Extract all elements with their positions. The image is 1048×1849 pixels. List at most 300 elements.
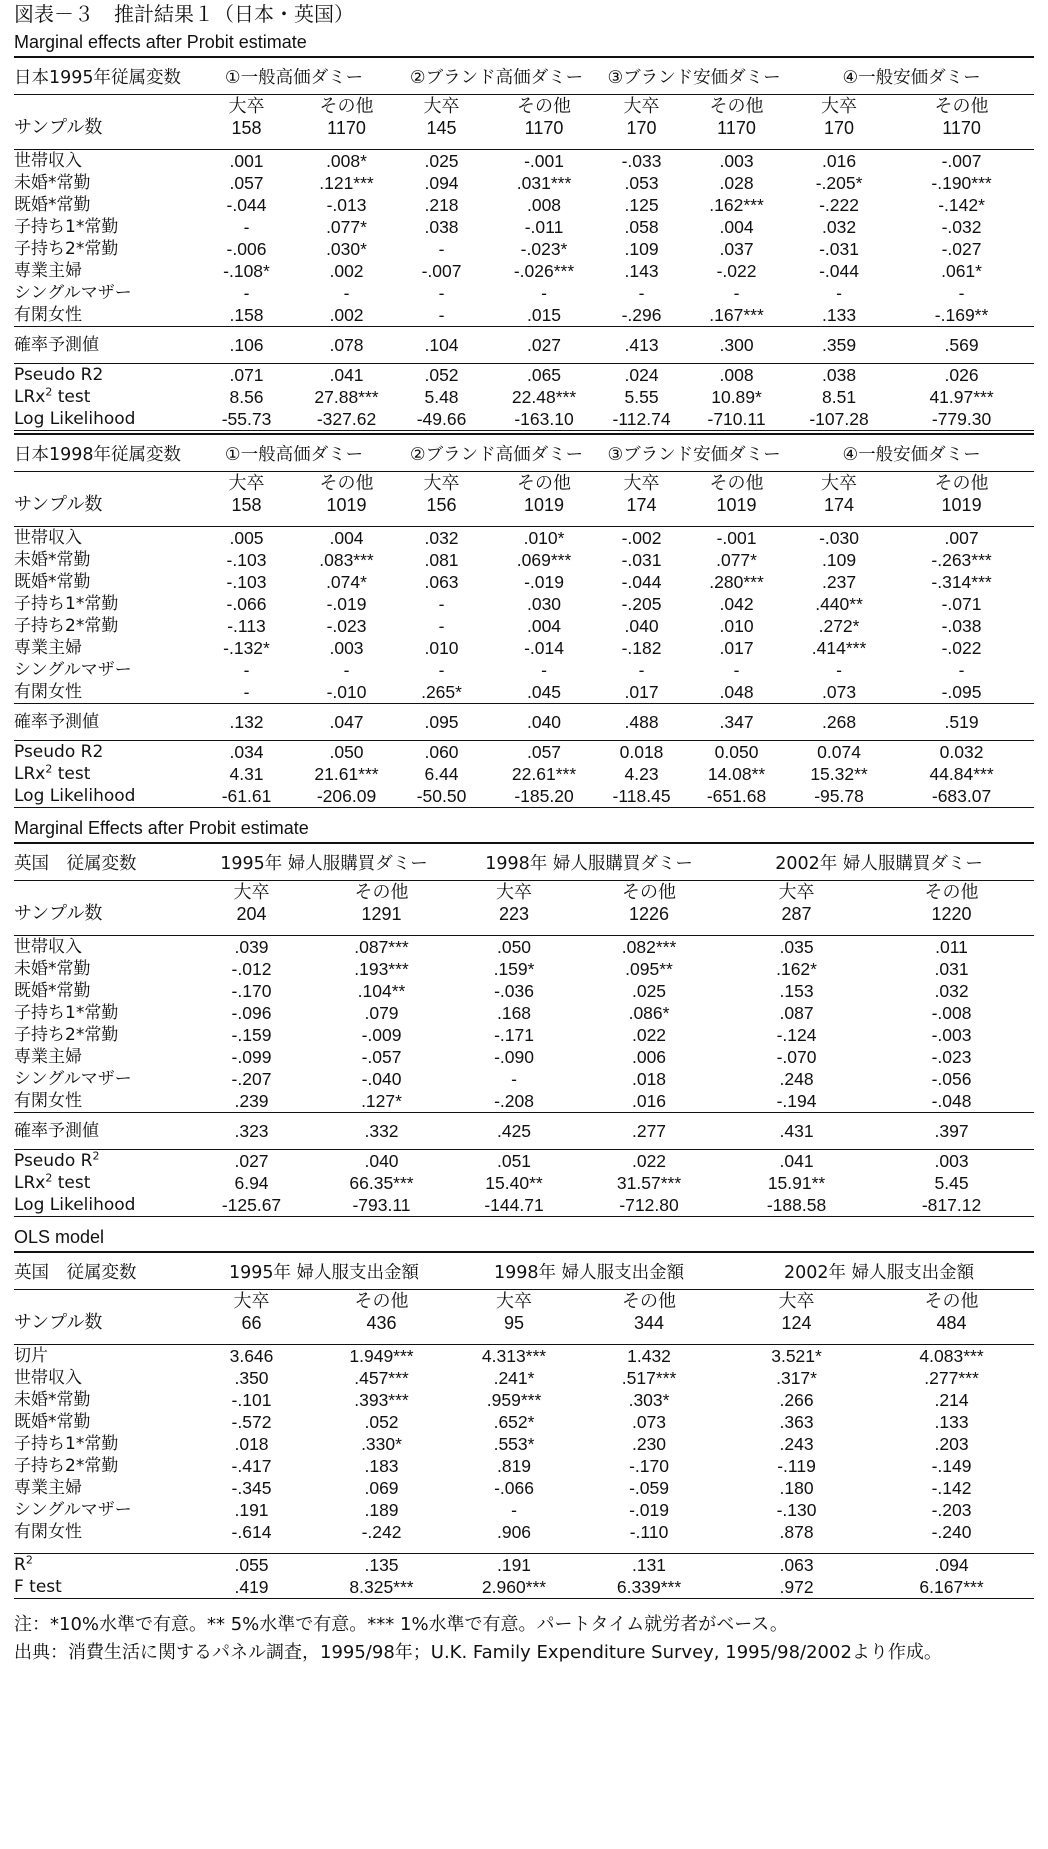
stat-cell: .027: [234, 1151, 269, 1171]
coefficient-cell: .030: [526, 594, 562, 614]
coefficient-cell: .266: [779, 1390, 814, 1410]
group-header: 1998年 婦人服支出金額: [493, 1262, 685, 1283]
coefficient-cell: -: [511, 1069, 517, 1089]
stat-cell: -49.66: [416, 409, 467, 429]
coefficient-cell: .006: [631, 1047, 667, 1067]
stat-cell: 6.94: [234, 1173, 269, 1193]
sample-size: 1170: [942, 118, 981, 138]
sample-size: 223: [498, 904, 530, 924]
coefficient-cell: -.007: [421, 261, 462, 281]
coefficient-cell: -.170: [629, 1456, 669, 1476]
variable-label: 専業主婦: [14, 261, 82, 281]
coefficient-cell: -.314***: [931, 572, 992, 592]
coefficient-cell: -.208: [494, 1091, 534, 1111]
prediction-cell: .413: [624, 335, 659, 355]
prediction-cell: .078: [329, 335, 364, 355]
sample-size: 170: [626, 118, 657, 138]
group-header: ②ブランド高価ダミー: [409, 67, 584, 88]
coefficient-cell: .168: [496, 1003, 532, 1023]
coefficient-cell: .079: [364, 1003, 399, 1023]
variable-label: シングルマザー: [14, 1500, 132, 1520]
coefficient-cell: -.044: [226, 195, 267, 215]
subgroup-header: 大卒: [778, 882, 815, 902]
stat-cell: 22.61***: [511, 764, 577, 784]
coefficient-cell: -: [836, 660, 842, 680]
coefficient-cell: .018: [631, 1069, 667, 1089]
coefficient-cell: .052: [364, 1412, 399, 1432]
coefficient-cell: -.614: [231, 1522, 272, 1542]
coefficient-cell: -.023: [931, 1047, 972, 1067]
coefficient-cell: .048: [719, 682, 754, 702]
variable-label: 子持ち2*常勤: [14, 616, 119, 636]
coefficient-cell: .243: [779, 1434, 814, 1454]
coefficient-cell: -.038: [941, 616, 982, 636]
stat-label: [14, 763, 194, 785]
coefficient-cell: -.019: [629, 1500, 669, 1520]
stat-cell: .135: [364, 1555, 399, 1575]
coefficient-cell: .058: [624, 217, 659, 237]
stat-cell: 10.89*: [711, 387, 762, 407]
coefficient-cell: -.207: [231, 1069, 272, 1089]
prediction-cell: .277: [631, 1121, 667, 1141]
stat-label-text: LRx: [14, 1173, 46, 1193]
coefficient-cell: -.263***: [931, 550, 992, 570]
variable-label: 既婚*常勤: [14, 981, 91, 1001]
coefficient-cell: -.010: [326, 682, 367, 702]
table-row: [14, 1090, 1034, 1113]
coefficient-cell: .002: [329, 305, 364, 325]
sample-size: 287: [781, 904, 812, 924]
subgroup-header: 大卒: [496, 882, 533, 902]
coefficient-cell: .133: [822, 305, 857, 325]
stat-cell: .041: [329, 365, 364, 385]
subgroup-header: その他: [709, 96, 764, 116]
stat-cell: .040: [364, 1151, 399, 1171]
coefficient-cell: .035: [779, 937, 814, 957]
stat-cell: 0.074: [817, 742, 861, 762]
coefficient-cell: -.070: [776, 1047, 817, 1067]
coefficient-cell: .183: [364, 1456, 399, 1476]
coefficient-cell: -.032: [941, 217, 982, 237]
stat-label: [14, 364, 194, 387]
sample-size: 1226: [629, 904, 670, 924]
coefficient-cell: .001: [229, 151, 264, 171]
coefficient-cell: -.194: [776, 1091, 817, 1111]
table-row: [14, 172, 1034, 194]
stat-cell: 8.325***: [349, 1577, 414, 1597]
coefficient-cell: -.030: [819, 528, 859, 548]
stat-cell: 66.35***: [349, 1173, 414, 1193]
table-row: [14, 216, 1034, 238]
coefficient-cell: -.190***: [931, 173, 992, 193]
coefficient-cell: -.205*: [815, 173, 863, 193]
coefficient-cell: -: [958, 660, 965, 680]
stat-label: [14, 408, 194, 431]
coefficient-cell: .004: [329, 528, 364, 548]
sample-size: 124: [781, 1313, 812, 1333]
coefficient-cell: .016: [822, 151, 857, 171]
stat-row: [14, 1576, 1034, 1599]
subgroup-header: その他: [934, 473, 989, 493]
stat-label-text: Pseudo R2: [14, 365, 104, 385]
coefficient-cell: .317*: [776, 1368, 817, 1388]
coefficient-cell: -.002: [621, 528, 662, 548]
stat-cell: -327.62: [316, 409, 377, 429]
stat-cell: -107.28: [809, 409, 869, 429]
stat-row: [14, 386, 1034, 408]
stat-row: [14, 785, 1034, 808]
coefficient-cell: -.090: [494, 1047, 534, 1067]
coefficient-cell: -.096: [231, 1003, 272, 1023]
coefficient-cell: -: [243, 682, 250, 702]
coefficient-cell: -.132*: [223, 638, 270, 658]
stat-label-text: LRx: [14, 764, 46, 784]
table-row: [14, 238, 1034, 260]
prediction-cell: .300: [719, 335, 754, 355]
stat-cell: 0.050: [714, 742, 759, 762]
coefficient-cell: .214: [934, 1390, 969, 1410]
prediction-cell: .397: [934, 1121, 969, 1141]
stat-cell: .051: [496, 1151, 532, 1171]
coefficient-cell: .087: [779, 1003, 814, 1023]
coefficient-cell: .087***: [354, 937, 409, 957]
subgroup-header: その他: [622, 882, 677, 902]
sample-size: 1220: [931, 904, 972, 924]
coefficient-cell: -: [243, 283, 250, 303]
coefficient-cell: .517***: [621, 1368, 677, 1388]
coefficient-cell: .010: [424, 638, 459, 658]
coefficient-cell: .153: [779, 981, 814, 1001]
subgroup-header: 大卒: [228, 473, 265, 493]
coefficient-cell: .031: [934, 959, 969, 979]
coefficient-cell: 3.521*: [771, 1346, 822, 1366]
coefficient-cell: -.296: [621, 305, 662, 325]
coefficient-cell: -.066: [226, 594, 267, 614]
stat-cell: -188.58: [766, 1195, 827, 1215]
table-row: [14, 681, 1034, 704]
sample-size: 1019: [326, 495, 367, 515]
sample-size: 145: [426, 118, 457, 138]
prediction-cell: .104: [424, 335, 459, 355]
stat-row: [14, 1194, 1034, 1217]
group-header: ③ブランド安価ダミー: [607, 67, 781, 88]
coefficient-cell: -.006: [226, 239, 267, 259]
variable-label: 有閑女性: [14, 682, 82, 702]
sample-size: 1019: [716, 495, 757, 515]
variable-label: 子持ち1*常勤: [14, 217, 119, 237]
coefficient-cell: .109: [624, 239, 659, 259]
coefficient-cell: -.110: [629, 1522, 669, 1542]
coefficient-cell: .158: [229, 305, 264, 325]
significance-note: 注：*10%水準で有意。** 5%水準で有意。*** 1%水準で有意。パートタイム就労者がベース。: [14, 1614, 788, 1635]
coefficient-cell: -.056: [931, 1069, 972, 1089]
stat-cell: 5.48: [424, 387, 459, 407]
table-row: [14, 1477, 1034, 1499]
coefficient-cell: .193***: [354, 959, 409, 979]
coefficient-cell: .003: [719, 151, 754, 171]
coefficient-cell: .069: [364, 1478, 399, 1498]
coefficient-cell: -.008: [931, 1003, 972, 1023]
coefficient-cell: -.071: [941, 594, 982, 614]
stat-cell: -683.07: [931, 786, 992, 806]
table-row: [14, 304, 1034, 327]
variable-label: 世帯収入: [14, 151, 82, 171]
table-row: [14, 637, 1034, 659]
table-row: [14, 1068, 1034, 1090]
stat-cell: 5.45: [934, 1173, 969, 1193]
sample-size: 1170: [717, 118, 756, 138]
japan-1998-table: [14, 433, 1034, 810]
coefficient-cell: -: [438, 283, 445, 303]
stat-cell: 6.44: [424, 764, 459, 784]
blank-cell: [14, 95, 194, 118]
stat-cell: 8.51: [822, 387, 857, 407]
coefficient-cell: -.013: [326, 195, 367, 215]
coefficient-cell: -: [438, 660, 445, 680]
coefficient-cell: .414***: [811, 638, 867, 658]
table-row: [14, 1024, 1034, 1046]
prediction-cell: .095: [424, 712, 459, 732]
coefficient-cell: -: [438, 239, 445, 259]
table-row: [14, 958, 1034, 980]
coefficient-cell: .959***: [486, 1390, 542, 1410]
coefficient-cell: -.057: [361, 1047, 402, 1067]
stat-cell: 44.84***: [929, 764, 994, 784]
coefficient-cell: .038: [424, 217, 459, 237]
dependent-variable-header: 英国 従属変数: [14, 853, 137, 874]
variable-label: 子持ち1*常勤: [14, 594, 119, 614]
sample-size: 1291: [361, 904, 402, 924]
coefficient-cell: -.023: [326, 616, 367, 636]
variable-label: 有閑女性: [14, 1091, 82, 1111]
coefficient-cell: 3.646: [229, 1346, 274, 1366]
coefficient-cell: .159*: [493, 959, 535, 979]
stat-label-text: Log Likelihood: [14, 409, 136, 429]
subgroup-header: 大卒: [821, 96, 858, 116]
prediction-cell: .132: [229, 712, 264, 732]
variable-label: 既婚*常勤: [14, 1412, 91, 1432]
coefficient-cell: .162***: [709, 195, 764, 215]
blank-cell: [14, 881, 194, 904]
coefficient-cell: .008*: [326, 151, 367, 171]
stat-cell: 15.91**: [767, 1173, 826, 1193]
coefficient-cell: -.222: [819, 195, 859, 215]
stat-cell: -118.45: [612, 786, 671, 806]
prediction-cell: .425: [496, 1121, 532, 1141]
variable-label: 子持ち2*常勤: [14, 239, 119, 259]
stat-cell: .063: [779, 1555, 814, 1575]
coefficient-cell: .133: [934, 1412, 969, 1432]
coefficient-cell: .553*: [493, 1434, 535, 1454]
coefficient-cell: .162*: [776, 959, 817, 979]
stat-cell: -112.74: [612, 409, 671, 429]
coefficient-cell: -.001: [716, 528, 757, 548]
uk-probit-section: [14, 842, 1034, 1219]
prediction-cell: .488: [624, 712, 659, 732]
coefficient-cell: .077*: [326, 217, 367, 237]
stat-cell: .419: [234, 1577, 269, 1597]
variable-label: 未婚*常勤: [14, 1390, 91, 1410]
variable-label: 切片: [14, 1346, 48, 1366]
coefficient-cell: -.003: [931, 1025, 972, 1045]
stat-cell: 4.31: [229, 764, 264, 784]
coefficient-cell: .061*: [941, 261, 982, 281]
stat-cell: -206.09: [316, 786, 377, 806]
prediction-cell: .347: [719, 712, 754, 732]
sample-size-label: サンプル数: [14, 117, 103, 138]
group-header: ①一般高価ダミー: [224, 444, 364, 465]
coefficient-cell: .069***: [516, 550, 572, 570]
coefficient-cell: -.159: [231, 1025, 272, 1045]
coefficient-cell: -.019: [326, 594, 367, 614]
coefficient-cell: .037: [719, 239, 754, 259]
sample-size: 484: [936, 1313, 967, 1333]
stat-cell: -793.11: [352, 1195, 411, 1215]
stat-cell: 21.61***: [314, 764, 379, 784]
prediction-row: [14, 704, 1034, 741]
stat-cell: .094: [934, 1555, 969, 1575]
coefficient-cell: -.203: [931, 1500, 972, 1520]
coefficient-cell: .045: [526, 682, 562, 702]
coefficient-cell: -.059: [629, 1478, 669, 1498]
uk-probit-caption: Marginal Effects after Probit estimate: [14, 818, 309, 838]
coefficient-cell: .025: [424, 151, 459, 171]
subgroup-header: その他: [319, 96, 374, 116]
stat-label-superscript: 2: [25, 1553, 33, 1567]
coefficient-cell: .074*: [326, 572, 367, 592]
variable-label: 有閑女性: [14, 305, 82, 325]
coefficient-cell: .050: [496, 937, 532, 957]
sample-size-label: サンプル数: [14, 1312, 103, 1333]
table-row: [14, 980, 1034, 1002]
coefficient-cell: -.572: [231, 1412, 272, 1432]
stat-cell: 6.167***: [919, 1577, 984, 1597]
coefficient-cell: .350: [234, 1368, 269, 1388]
coefficient-cell: .025: [631, 981, 667, 1001]
coefficient-cell: .042: [719, 594, 754, 614]
sample-size-label: サンプル数: [14, 903, 103, 924]
coefficient-cell: -: [243, 660, 250, 680]
dependent-variable-header: 日本1995年従属変数: [14, 67, 182, 88]
stat-row: [14, 741, 1034, 764]
prediction-row: [14, 1113, 1034, 1150]
coefficient-cell: -: [836, 283, 842, 303]
coefficient-cell: -.040: [361, 1069, 402, 1089]
variable-label: 子持ち2*常勤: [14, 1025, 119, 1045]
subgroup-header: その他: [709, 473, 764, 493]
coefficient-cell: -.012: [231, 959, 272, 979]
sample-size: 158: [231, 118, 262, 138]
coefficient-cell: -.182: [621, 638, 662, 658]
variable-label: 既婚*常勤: [14, 195, 91, 215]
coefficient-cell: -.044: [819, 261, 859, 281]
source-note: 出典：消費生活に関するパネル調査，1995/98年；U.K. Family Expenditure Survey, 1995/98/2002より作成。: [14, 1642, 942, 1663]
subgroup-header: 大卒: [423, 96, 460, 116]
table-row: [14, 1345, 1034, 1368]
stat-cell: .041: [779, 1151, 814, 1171]
coefficient-cell: .007: [944, 528, 979, 548]
variable-label: 有閑女性: [14, 1522, 82, 1542]
coefficient-cell: -: [958, 283, 965, 303]
coefficient-cell: .057: [229, 173, 264, 193]
stat-cell: 5.55: [624, 387, 659, 407]
prediction-cell: .106: [229, 335, 264, 355]
coefficient-cell: -.103: [226, 550, 267, 570]
sample-size: 436: [366, 1313, 397, 1333]
uk-ols-table: [14, 1251, 1034, 1601]
coefficient-cell: -: [343, 283, 350, 303]
stat-cell: .024: [624, 365, 659, 385]
group-header: ③ブランド安価ダミー: [607, 444, 781, 465]
japan-probit-section: [14, 56, 1034, 810]
prediction-cell: .431: [779, 1121, 814, 1141]
group-header: 2002年 婦人服購買ダミー: [775, 853, 983, 874]
coefficient-cell: -.205: [621, 594, 662, 614]
coefficient-cell: -.119: [777, 1456, 816, 1476]
subgroup-header: その他: [517, 96, 572, 116]
coefficient-cell: .016: [631, 1091, 667, 1111]
stat-label: [14, 1194, 194, 1217]
subgroup-header: その他: [354, 1291, 409, 1311]
table-row: [14, 1002, 1034, 1024]
coefficient-cell: -.022: [716, 261, 757, 281]
variable-label: 未婚*常勤: [14, 959, 91, 979]
subgroup-header: その他: [924, 882, 979, 902]
stat-cell: 31.57***: [616, 1173, 682, 1193]
coefficient-cell: .191: [234, 1500, 269, 1520]
subgroup-header: その他: [924, 1291, 979, 1311]
subgroup-header: 大卒: [623, 96, 660, 116]
group-header: 2002年 婦人服支出金額: [783, 1262, 975, 1283]
prediction-cell: .040: [526, 712, 562, 732]
variable-label: 世帯収入: [14, 1368, 82, 1388]
stat-label: [14, 741, 194, 764]
coefficient-cell: .906: [496, 1522, 532, 1542]
stat-label-tail: test: [52, 387, 91, 407]
subgroup-header: その他: [517, 473, 572, 493]
coefficient-cell: 4.083***: [919, 1346, 984, 1366]
coefficient-cell: -: [511, 1500, 517, 1520]
coefficient-cell: .094: [424, 173, 459, 193]
coefficient-cell: .053: [624, 173, 659, 193]
stat-cell: 4.23: [624, 764, 659, 784]
sample-size: 95: [504, 1313, 525, 1333]
coefficient-cell: -.169**: [934, 305, 989, 325]
stat-cell: .060: [424, 742, 459, 762]
coefficient-cell: .086*: [628, 1003, 670, 1023]
coefficient-cell: -: [541, 660, 547, 680]
table-row: [14, 615, 1034, 637]
coefficient-cell: .237: [822, 572, 857, 592]
coefficient-cell: .167***: [709, 305, 764, 325]
coefficient-cell: .073: [822, 682, 857, 702]
coefficient-cell: .440**: [815, 594, 863, 614]
stat-label-tail: test: [52, 764, 91, 784]
subgroup-header: その他: [319, 473, 374, 493]
table-row: [14, 1411, 1034, 1433]
coefficient-cell: .277***: [924, 1368, 979, 1388]
japan-probit-caption: Marginal effects after Probit estimate: [14, 32, 307, 52]
coefficient-cell: .032: [934, 981, 969, 1001]
coefficient-cell: -.170: [231, 981, 272, 1001]
coefficient-cell: -.417: [231, 1456, 272, 1476]
table-row: [14, 571, 1034, 593]
stat-cell: 2.960***: [481, 1577, 547, 1597]
prediction-cell: .027: [526, 335, 562, 355]
group-header: ④一般安価ダミー: [842, 444, 981, 465]
coefficient-cell: -.108*: [223, 261, 270, 281]
coefficient-cell: 1.949***: [349, 1346, 414, 1366]
